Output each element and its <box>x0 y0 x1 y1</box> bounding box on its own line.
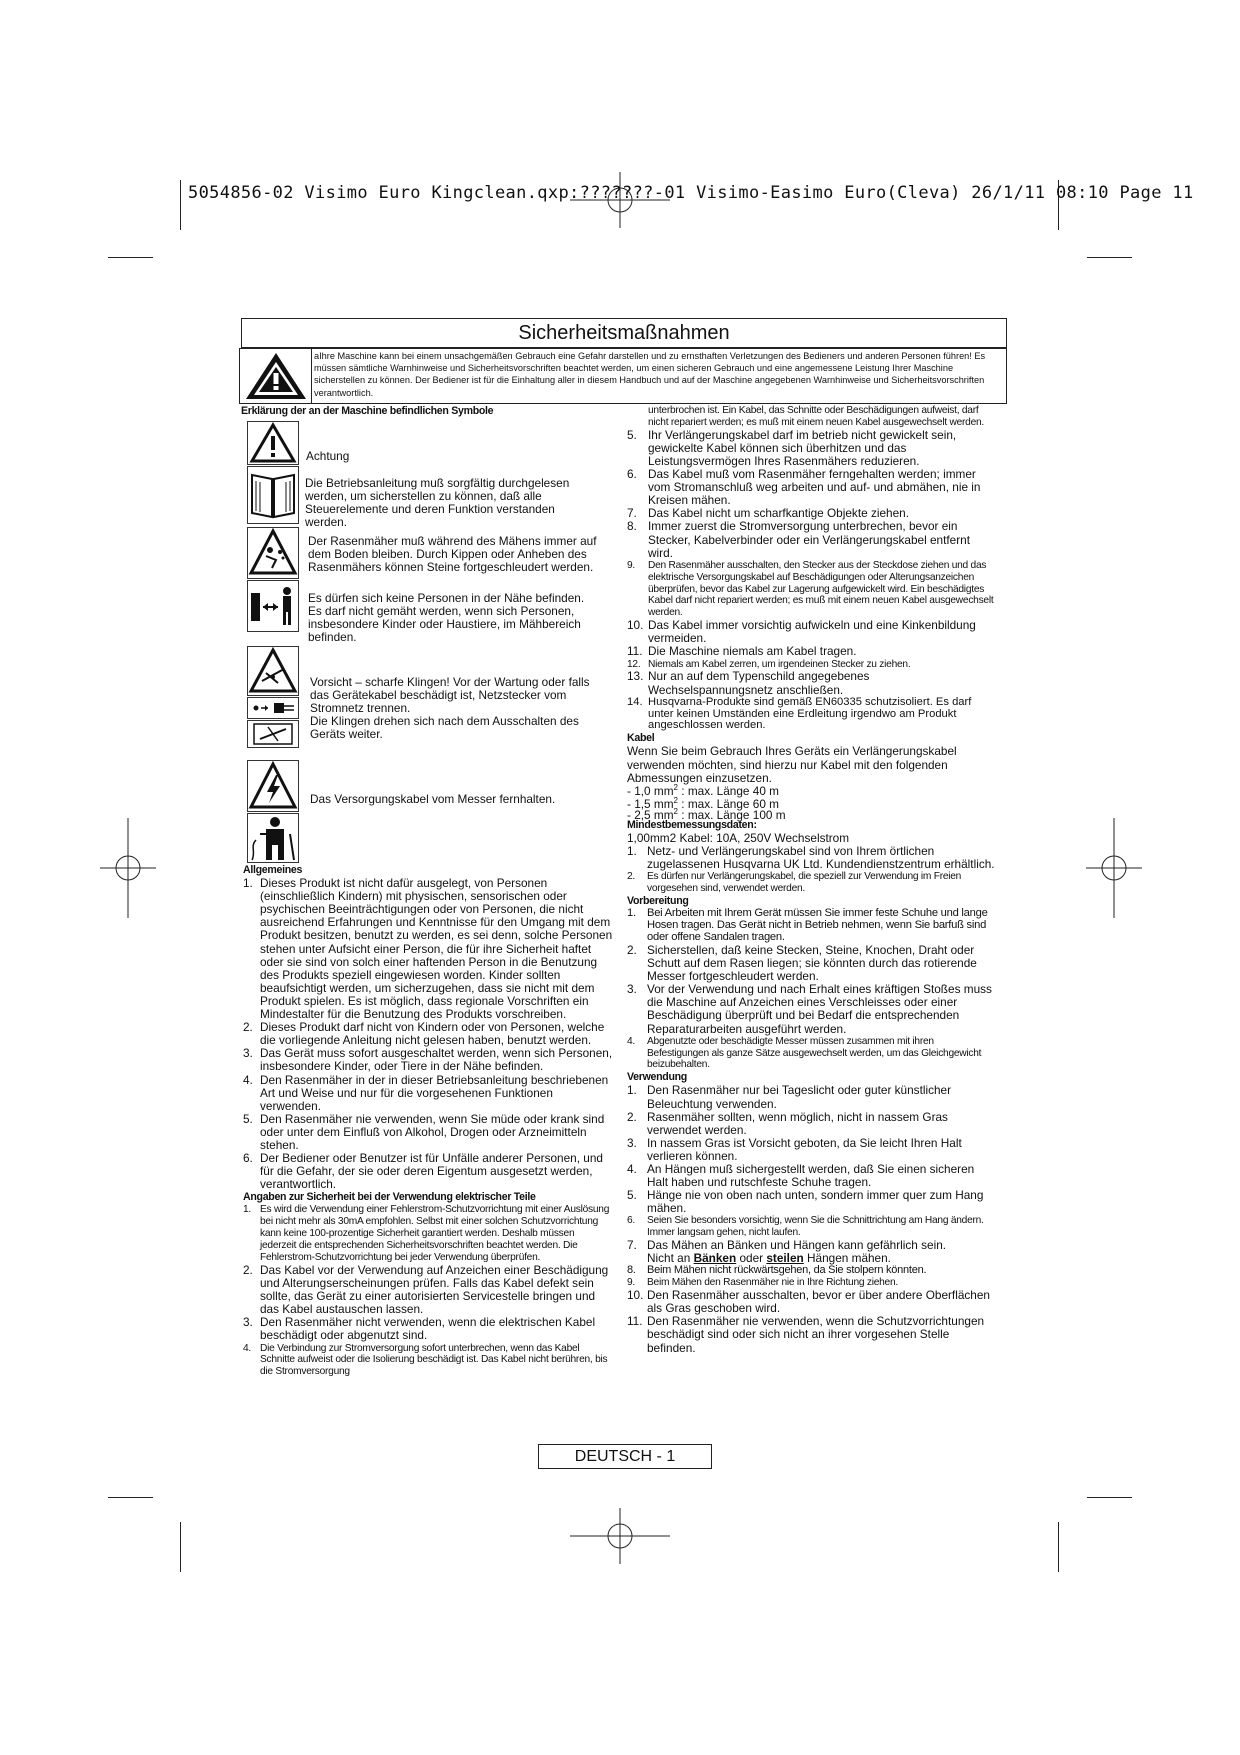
list-item: 5. Ihr Verlängerungskabel darf im betrieb nicht gewickelt sein, gewickelte Kabel können sich überhitzen und das Leistungsvermögen Ihres Rasenmähers reduzieren. <box>627 427 957 468</box>
kabel-text: Wenn Sie beim Gebrauch Ihres Geräts ein Verlängerungskabel verwenden möchten, sind hierzu nur Kabel mit den folgenden Abmessungen einzusetzen. <box>627 744 957 785</box>
kabel-heading: Kabel <box>627 732 655 745</box>
cable-warning-text: Das Versorgungskabel vom Messer fernhalten. <box>310 792 556 806</box>
crop-mark <box>108 1497 153 1498</box>
allgemeines-list <box>243 877 613 1191</box>
crop-mark <box>180 1522 181 1572</box>
list-item: 6. Das Kabel muß vom Rasenmäher ferngehalten werden; immer vom Stromanschluß weg arbeiten und auf- und abmähen, nie in Kreisen mähen. <box>627 467 981 508</box>
vorbereitung-heading: Vorbereitung <box>627 895 689 908</box>
intro-warning-text: aIhre Maschine kann bei einem unsachgemäßen Gebrauch eine Gefahr darstellen und zu ernsthaften Verletzungen des Bedieners und anderen Personen führen! Es müssen sämtliche Warnhinweise und Sicherheitsvorschriften beachtet werden, um einen sicheren Gebrauch und eine angemessene Leistung Ihrer Maschine sicherstellen zu können. Der Bediener ist für die Einhaltung aller in diesem Handbuch und auf der Maschine angegebenen Warnhinweise und Sicherheitsvorschriften verantwortlich. <box>311 349 1004 403</box>
cable-size-row: - 1,0 $mm^2$ : max. Länge 40 m <box>627 782 779 798</box>
tilt-warning-text: Der Rasenmäher muß während des Mähens immer auf dem Boden bleiben. Durch Kippen oder Anheben des Rasenmähers können Steine fortgeschleudert werden. <box>308 534 597 575</box>
achtung-text: Achtung <box>306 449 350 463</box>
persons-warning-text: Es dürfen sich keine Personen in der Nähe befinden. Es darf nicht gemäht werden, wenn sich Personen, insbesondere Kinder oder Haustiere, im Mähbereich befinden. <box>308 591 585 645</box>
warning-triangle-icon <box>242 351 310 401</box>
verwendung-heading: Verwendung <box>627 1071 687 1084</box>
list-item: 8. Immer zuerst die Stromversorgung unterbrechen, bevor ein Stecker, Kabelverbinder oder ein Verlängerungskabel entfernt wird. <box>627 519 971 560</box>
page-footer-language: DEUTSCH - 1 <box>538 1444 712 1469</box>
list-item: 1. Netz- und Verlängerungskabel sind von Ihrem örtlichen zugelassenen Husqvarna UK Ltd. Kundendienstzentrum erhältlich. <box>627 844 995 872</box>
list-item: 6. Seien Sie besonders vorsichtig, wenn Sie die Schnittrichtung am Hang ändern. Immer langsam gehen, nicht laufen. <box>627 1215 984 1239</box>
list-item: 2. Rasenmäher sollten, wenn möglich, nicht in nassem Gras verwendet werden. <box>627 1109 948 1137</box>
thrown-objects-icon <box>247 527 299 579</box>
vorbereitung-list <box>627 908 997 1071</box>
blades-warning-text: Vorsicht – scharfe Klingen! Vor der Wartung oder falls das Gerätekabel beschädigt ist, Netzstecker vom Stromnetz trennen. Die Klingen drehen sich nach dem Ausschalten des Geräts weiter. <box>310 675 590 742</box>
list-item: 8. Beim Mähen nicht rückwärtsgehen, da Sie stolpern könnten. <box>627 1264 927 1277</box>
crop-mark <box>1087 257 1132 258</box>
symbols-heading: Erklärung der an der Maschine befindlichen Symbole <box>241 405 494 417</box>
list-item: 1. Den Rasenmäher nur bei Tageslicht oder guter künstlicher Beleuchtung verwenden. <box>627 1083 952 1111</box>
sharp-blades-icon <box>247 646 299 696</box>
list-item: 9. Beim Mähen den Rasenmäher nie in Ihre Richtung ziehen. <box>627 1277 898 1289</box>
registration-mark-icon <box>1086 818 1142 918</box>
list-item: 1. Dieses Produkt ist nicht dafür ausgelegt, von Personen (einschließlich Kindern) mit physischen, sensorischen oder psychischen Beeinträchtigungen oder von Personen, die nicht ausreichend Erfahrungen und Kenntnisse für den Umgang mit dem Produkt besitzen, benutzt zu werden, es sei denn, solche Personen stehen unter Aufsicht einer Person, die für ihre Sicherheit haftet oder sie sind von solch einer haftenden Person in die Benutzung des Produkts speziell eingewiesen worden. Kinder sollten beaufsichtigt werden, um sicherzugehen, dass sie nicht mit dem Produkt spielen. Es ist möglich, dass regionale Vorschriften ein Mindestalter für die Benutzung des Produkts vorschreiben. <box>243 876 613 1022</box>
continued-text: unterbrochen ist. Ein Kabel, das Schnitte oder Beschädigungen aufweist, darf nicht repariert werden; es muß mit einem neuen Kabel ausgewechselt werden. <box>648 405 984 428</box>
mindest-list <box>627 845 997 895</box>
mindest-heading: Mindestbemessungsdaten: <box>627 818 757 831</box>
list-item: 6. Der Bediener oder Benutzer ist für Unfälle anderer Personen, und für die Gefahr, der sie oder deren Eigentum ausgesetzt werden, verantwortlich. <box>243 1151 603 1192</box>
intro-warning-box <box>239 348 1007 404</box>
list-item: 2. Dieses Produkt darf nicht von Kindern oder von Personen, welche die vorliegende Anleitung nicht gelesen haben, benutzt werden. <box>243 1020 605 1048</box>
list-item: 10. Den Rasenmäher ausschalten, bevor er über andere Oberflächen als Gras geschoben wird. <box>627 1288 990 1316</box>
list-item: 12. Niemals am Kabel zerren, um irgendeinen Stecker zu ziehen. <box>627 658 911 670</box>
list-item: 5. Den Rasenmäher nie verwenden, wenn Sie müde oder krank sind oder unter dem Einfluß von Alkohol, Drogen oder Arzneimitteln stehen. <box>243 1111 605 1152</box>
list-item: 4. An Hängen muß sichergestellt werden, daß Sie einen sicheren Halt haben und rutschfeste Schuhe tragen. <box>627 1161 975 1190</box>
list-item: 1. Bei Arbeiten mit Ihrem Gerät müssen Sie immer feste Schuhe und lange Hosen tragen. Das Gerät nicht in Betrieb nehmen, wenn Sie barfuß sind oder offene Sandalen tragen. <box>627 907 988 944</box>
list-item: 2. Es dürfen nur Verlängerungskabel, die speziell zur Verwendung im Freien vorgesehen sind, verwendet werden. <box>627 871 962 895</box>
list-item: 9. Den Rasenmäher ausschalten, den Stecker aus der Steckdose ziehen und das elektrische Versorgungskabel auf Beschädigungen oder Alterungsanzeichen überprüfen, bevor das Kabel zur Lagerung aufgewickelt wird. Ein beschädigtes Kabel darf nicht repariert werden; es muß mit einem neuen Kabel ausgewechselt werden. <box>627 559 994 619</box>
list-item: 3. Vor der Verwendung und nach Erhalt eines kräftigen Stoßes muss die Maschine auf Anzeichen eines Verschleisses oder einer Beschädigung überprüft und bei Bedarf die entsprechenden Reparaturarbeiten ausgeführt werden. <box>627 982 992 1036</box>
list-item: 1. Es wird die Verwendung einer Fehlerstrom-Schutzvorrichtung mit einer Auslösung bei nicht mehr als 30mA empfohlen. Selbst mit einer solchen Schutzvorrichtung kann keine 100-prozentige Sicherheit garantiert werden. Deshalb müssen jederzeit die entsprechenden Sicherheitsvorschriften beachtet werden. Die Fehlerstrom-Schutzvorrichtung bei jeder Verwendung überprüfen. <box>243 1204 610 1264</box>
list-item: 2. Sicherstellen, daß keine Stecken, Steine, Knochen, Draht oder Schutt auf dem Rasen liegen; sie könnten durch das rotierende Messer fortgeschleudert werden. <box>627 942 977 984</box>
list-item: 14. Husqvarna-Produkte sind gemäß EN60335 schutzisoliert. Es darf unter keinen Umständen eine Erdleitung irgendwo am Produkt angeschlossen werden. <box>627 695 972 732</box>
print-slug: 5054856-02 Visimo Euro Kingclean.qxp:???????-01 Visimo-Easimo Euro(Cleva) 26/1/11 08:10 Page 11 <box>188 183 1194 203</box>
cable-away-from-blade-icon <box>247 813 299 863</box>
list-item: 2. Das Kabel vor der Verwendung auf Anzeichen einer Beschädigung und Alterungserscheinungen prüfen. Falls das Kabel defekt sein sollte, das Gerät zu einer autorisierten Servicestelle bringen und das Kabel austauschen lassen. <box>243 1262 609 1317</box>
list-item: 3. Den Rasenmäher nicht verwenden, wenn die elektrischen Kabel beschädigt oder abgenutzt sind. <box>243 1315 596 1343</box>
right-column <box>627 405 997 1355</box>
page-title: Sicherheitsmaßnahmen <box>241 318 1007 348</box>
list-item: 4. Den Rasenmäher in der in dieser Betriebsanleitung beschriebenen Art und Weise und nur für die vorgesehenen Funktionen verwenden. <box>243 1072 609 1113</box>
mindest-text: 1,00mm2 Kabel: 10A, 250V Wechselstrom <box>627 831 850 846</box>
list-item: 11. Den Rasenmäher nie verwenden, wenn die Schutzvorrichtungen beschädigt sind oder sich nicht an ihrer vorgesehen Stelle befinden. <box>627 1314 985 1355</box>
crop-mark <box>108 257 153 258</box>
keep-distance-icon <box>247 580 299 632</box>
unplug-icon <box>247 697 299 719</box>
list-item: 7. Das Kabel nicht um scharfkantige Objekte ziehen. <box>627 506 909 521</box>
manual-book-icon <box>247 466 299 524</box>
manual-text: Die Betriebsanleitung muß sorgfältig durchgelesen werden, um sicherstellen zu können, daß alle Steuerelemente und deren Funktion verstanden werden. <box>305 476 570 530</box>
list-item: 11. Die Maschine niemals am Kabel tragen. <box>627 644 857 659</box>
list-item: 7. Das Mähen an Bänken und Hängen kann gefährlich sein. Nicht an Bänken oder steilen Hängen mähen. <box>627 1238 947 1266</box>
list-item: 3. Das Gerät muss sofort ausgeschaltet werden, wenn sich Personen, insbesondere Kinder, oder Tiere in der Nähe befinden. <box>243 1046 613 1074</box>
list-item: 4. Die Verbindung zur Stromversorgung sofort unterbrechen, wenn das Kabel Schnitte aufweist oder die Isolierung beschädigt ist. Das Kabel nicht berühren, bis die Stromversorgung <box>243 1342 608 1378</box>
list-item: 4. Abgenutzte oder beschädigte Messer müssen zusammen mit ihren Befestigungen als ganze Sätze ausgewechselt werden, um das Gleichgewicht beizubehalten. <box>627 1035 982 1071</box>
crop-mark <box>180 180 181 230</box>
list-item: 5. Hänge nie von oben nach unten, sondern immer quer zum Hang mähen. <box>627 1188 984 1216</box>
electric-shock-icon <box>247 760 299 812</box>
left-column <box>243 864 613 1378</box>
crop-mark <box>1058 1522 1059 1572</box>
achtung-symbol-icon <box>247 421 299 465</box>
elektrisch-heading: Angaben zur Sicherheit bei der Verwendung elektrischer Teile <box>243 1191 536 1204</box>
registration-mark-icon <box>100 818 156 918</box>
registration-mark-icon <box>570 172 670 228</box>
crop-mark <box>1087 1497 1132 1498</box>
cable-size-row: - 2,5 $mm^2$ : max. Länge 100 m <box>627 807 786 822</box>
allgemeines-heading: Allgemeines <box>243 864 303 876</box>
verwendung-list <box>627 1084 997 1354</box>
list-item: 3. In nassem Gras ist Vorsicht geboten, da Sie leicht Ihren Halt verlieren können. <box>627 1135 962 1163</box>
cable-size-row: - 1,5 $mm^2$ : max. Länge 60 m <box>627 795 779 811</box>
elektrisch-list-continued <box>627 429 997 733</box>
list-item: 10. Das Kabel immer vorsichtig aufwickeln und eine Kinkenbildung vermeiden. <box>627 618 976 646</box>
registration-mark-icon <box>570 1508 670 1564</box>
list-item: 13. Nur an auf dem Typenschild angegebenes Wechselspannungsnetz anschließen. <box>627 669 870 697</box>
elektrisch-list <box>243 1204 613 1378</box>
blade-maintenance-icon <box>247 720 299 748</box>
